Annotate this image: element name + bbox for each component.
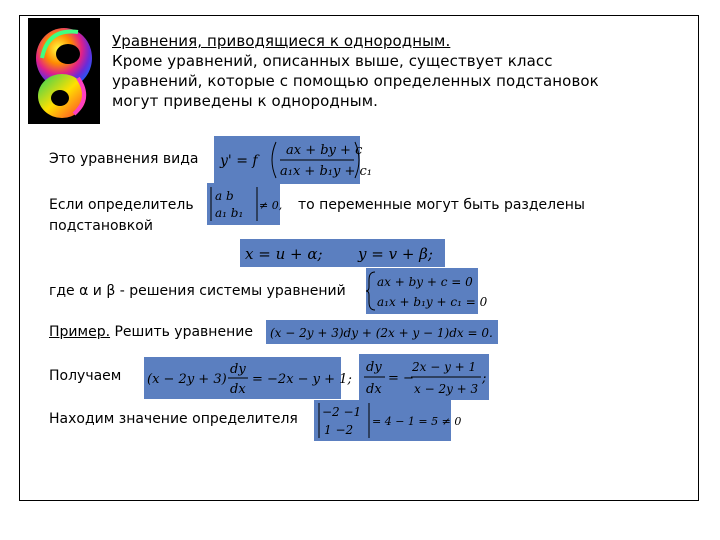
- determinant-label-1: Если определитель: [49, 197, 194, 213]
- f4-row1: ax + by + c = 0: [377, 275, 473, 289]
- example-line: [49, 323, 253, 342]
- f7-numerator-1: dy: [366, 360, 382, 375]
- f1-numerator: ax + by + c: [286, 143, 363, 158]
- determinant-label-2: подстановкой: [49, 218, 153, 234]
- f6-numerator: dy: [230, 362, 246, 377]
- f2-row1: a b: [215, 189, 234, 203]
- f1-denominator: a₁x + b₁y + c₁: [280, 164, 372, 179]
- f7-numerator-2: 2x − y + 1: [412, 360, 477, 374]
- intro-line-2: уравнений, которые с помощью определенных подстановок: [112, 72, 599, 90]
- formula-determinant-condition: [207, 183, 283, 225]
- f7-denominator-1: dx: [366, 382, 382, 397]
- formula-example-equation: [266, 320, 498, 344]
- f1-lhs: y' = f: [220, 153, 258, 169]
- eq-type-label: Это уравнения вида: [49, 151, 199, 167]
- f8-row2: 1 −2: [324, 423, 354, 437]
- example-text: Решить уравнение: [114, 324, 253, 340]
- f7-equals: = −: [388, 371, 414, 386]
- slide-title: Уравнения, приводящиеся к однородным.: [112, 32, 451, 50]
- intro-line-1: Кроме уравнений, описанных выше, существует класс: [112, 52, 553, 70]
- f3-y: y = v + β;: [358, 245, 433, 263]
- formula-substitution: [240, 239, 445, 267]
- f8-row1: −2 −1: [322, 405, 362, 419]
- f6-lhs: (x − 2y + 3): [147, 372, 227, 387]
- example-label: Пример.: [49, 324, 111, 340]
- f4-row2: a₁x + b₁y + c₁ = 0: [377, 295, 488, 309]
- f3-x: x = u + α;: [245, 245, 323, 263]
- f2-rhs: ≠ 0,: [259, 199, 283, 212]
- formula-determinant-value: [314, 400, 462, 441]
- f8-rhs: = 4 − 1 = 5 ≠ 0: [372, 415, 462, 428]
- f6-rhs: = −2x − y + 1;: [252, 372, 352, 387]
- torus-logo: [28, 18, 100, 124]
- then-text: то переменные могут быть разделены: [298, 197, 585, 213]
- f2-row2: a₁ b₁: [215, 206, 244, 220]
- formula-system: [366, 268, 488, 314]
- find-det-label: Находим значение определителя: [49, 411, 298, 427]
- where-text: где α и β - решения системы уравнений: [49, 283, 346, 299]
- f7-end: ;: [482, 371, 487, 386]
- slide-title-block: [112, 31, 599, 111]
- intro-line-3: могут приведены к однородным.: [112, 92, 378, 110]
- f7-denominator-2: x − 2y + 3: [414, 382, 479, 396]
- f6-denominator: dx: [230, 382, 246, 397]
- f5-text: (x − 2y + 3)dy + (2x + y − 1)dx = 0.: [270, 326, 493, 340]
- formula-result-1: [144, 357, 352, 399]
- formula-result-2: [359, 354, 489, 400]
- formula-general-form: [214, 136, 372, 184]
- get-label: Получаем: [49, 368, 122, 384]
